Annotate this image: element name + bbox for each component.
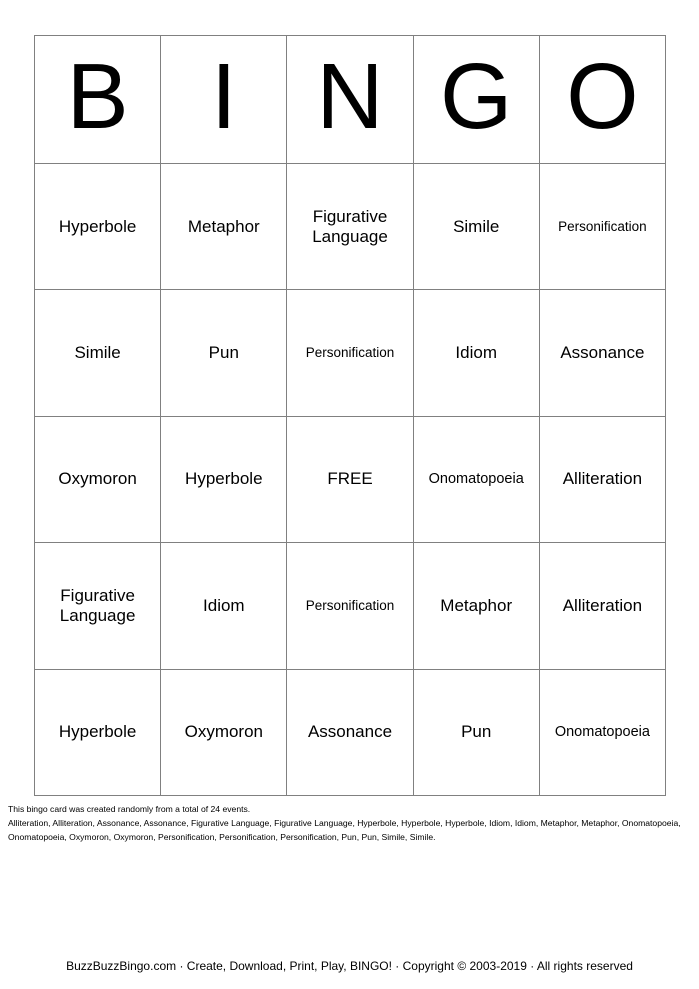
bingo-cell-label: Personification xyxy=(558,218,647,234)
header-letter-o xyxy=(540,36,666,164)
bingo-cell[interactable] xyxy=(35,543,161,669)
bingo-cell[interactable] xyxy=(414,290,540,416)
bingo-cell-label: Alliteration xyxy=(562,595,643,615)
bingo-cell-label: FREE xyxy=(327,469,373,489)
bingo-cell-label: Figurative Language xyxy=(59,585,136,625)
bingo-cell-label: Assonance xyxy=(307,722,393,742)
bingo-cell-label: Hyperbole xyxy=(185,469,263,489)
bingo-cell-label: Oxymoron xyxy=(184,722,264,742)
bingo-cell[interactable] xyxy=(540,417,666,543)
page-footer-text: BuzzBuzzBingo.com · Create, Download, Print, Play, BINGO! · Copyright © 2003-2019 · All rights reserved xyxy=(66,959,633,973)
bingo-cell[interactable] xyxy=(161,290,287,416)
bingo-row-3 xyxy=(35,417,666,543)
bingo-cell-label: Personification xyxy=(305,345,395,361)
bingo-header-row xyxy=(35,36,666,164)
bingo-cell-label: Pun xyxy=(208,343,239,363)
header-letter-b xyxy=(35,36,161,164)
header-letter-text: O xyxy=(566,43,639,148)
bingo-cell[interactable] xyxy=(414,164,540,290)
bingo-cell-label: Idiom xyxy=(455,343,497,363)
bingo-cell-label: Pun xyxy=(461,722,492,742)
bingo-cell[interactable] xyxy=(287,670,413,796)
bingo-cell-label: Oxymoron xyxy=(58,469,137,489)
bingo-cell[interactable] xyxy=(35,670,161,796)
bingo-cell-label: Metaphor xyxy=(187,216,260,236)
bingo-cell[interactable] xyxy=(161,543,287,669)
bingo-cell[interactable] xyxy=(287,543,413,669)
bingo-cell-label: Onomatopoeia xyxy=(554,723,650,740)
bingo-cell-label: Hyperbole xyxy=(58,216,137,236)
header-letter-text: G xyxy=(440,43,513,148)
bingo-cell[interactable] xyxy=(35,164,161,290)
bingo-cell[interactable] xyxy=(161,164,287,290)
footnote-event-list: Alliteration, Alliteration, Assonance, Assonance, Figurative Language, Figurative Language, Hyperbole, Hyperbole, Hyperbole, Idiom, Idiom, Metaphor, Metaphor, Onomatopoeia, Onomatopoeia, Oxymoron, Oxymoron, Personification, Personification, Personification, Pun, Pun, Simile, Simile. xyxy=(8,817,681,842)
bingo-cell[interactable] xyxy=(35,417,161,543)
bingo-cell[interactable] xyxy=(414,417,540,543)
bingo-row-2 xyxy=(35,290,666,416)
bingo-cell-label: Alliteration xyxy=(562,469,643,489)
bingo-cell-label: Hyperbole xyxy=(58,722,137,742)
bingo-cell[interactable] xyxy=(540,290,666,416)
page-footer xyxy=(0,958,699,974)
bingo-cell-label: Idiom xyxy=(203,595,245,615)
bingo-cell-free[interactable] xyxy=(287,417,413,543)
bingo-cell-label: Simile xyxy=(74,343,121,363)
bingo-cell-label: Figurative Language xyxy=(312,206,388,246)
bingo-cell[interactable] xyxy=(161,670,287,796)
header-letter-text: B xyxy=(66,43,129,148)
header-letter-text: N xyxy=(316,43,384,148)
footnote-block xyxy=(8,803,692,845)
bingo-cell[interactable] xyxy=(540,670,666,796)
footnote-summary: This bingo card was created randomly from a total of 24 events. xyxy=(8,804,251,814)
header-letter-text: I xyxy=(210,43,237,148)
bingo-cell-label: Simile xyxy=(453,216,500,236)
bingo-cell[interactable] xyxy=(161,417,287,543)
bingo-cell-label: Onomatopoeia xyxy=(428,470,524,487)
bingo-cell[interactable] xyxy=(414,543,540,669)
bingo-cell[interactable] xyxy=(540,164,666,290)
bingo-cell[interactable] xyxy=(287,290,413,416)
bingo-cell-label: Assonance xyxy=(560,343,645,363)
bingo-cell[interactable] xyxy=(287,164,413,290)
bingo-grid xyxy=(34,35,666,796)
bingo-cell[interactable] xyxy=(35,290,161,416)
header-letter-i xyxy=(161,36,287,164)
bingo-cell[interactable] xyxy=(540,543,666,669)
bingo-row-1 xyxy=(35,164,666,290)
bingo-row-4 xyxy=(35,543,666,669)
bingo-row-5 xyxy=(35,670,666,796)
header-letter-n xyxy=(287,36,413,164)
header-letter-g xyxy=(414,36,540,164)
bingo-cell[interactable] xyxy=(414,670,540,796)
bingo-cell-label: Personification xyxy=(305,597,395,613)
bingo-cell-label: Metaphor xyxy=(440,595,513,615)
